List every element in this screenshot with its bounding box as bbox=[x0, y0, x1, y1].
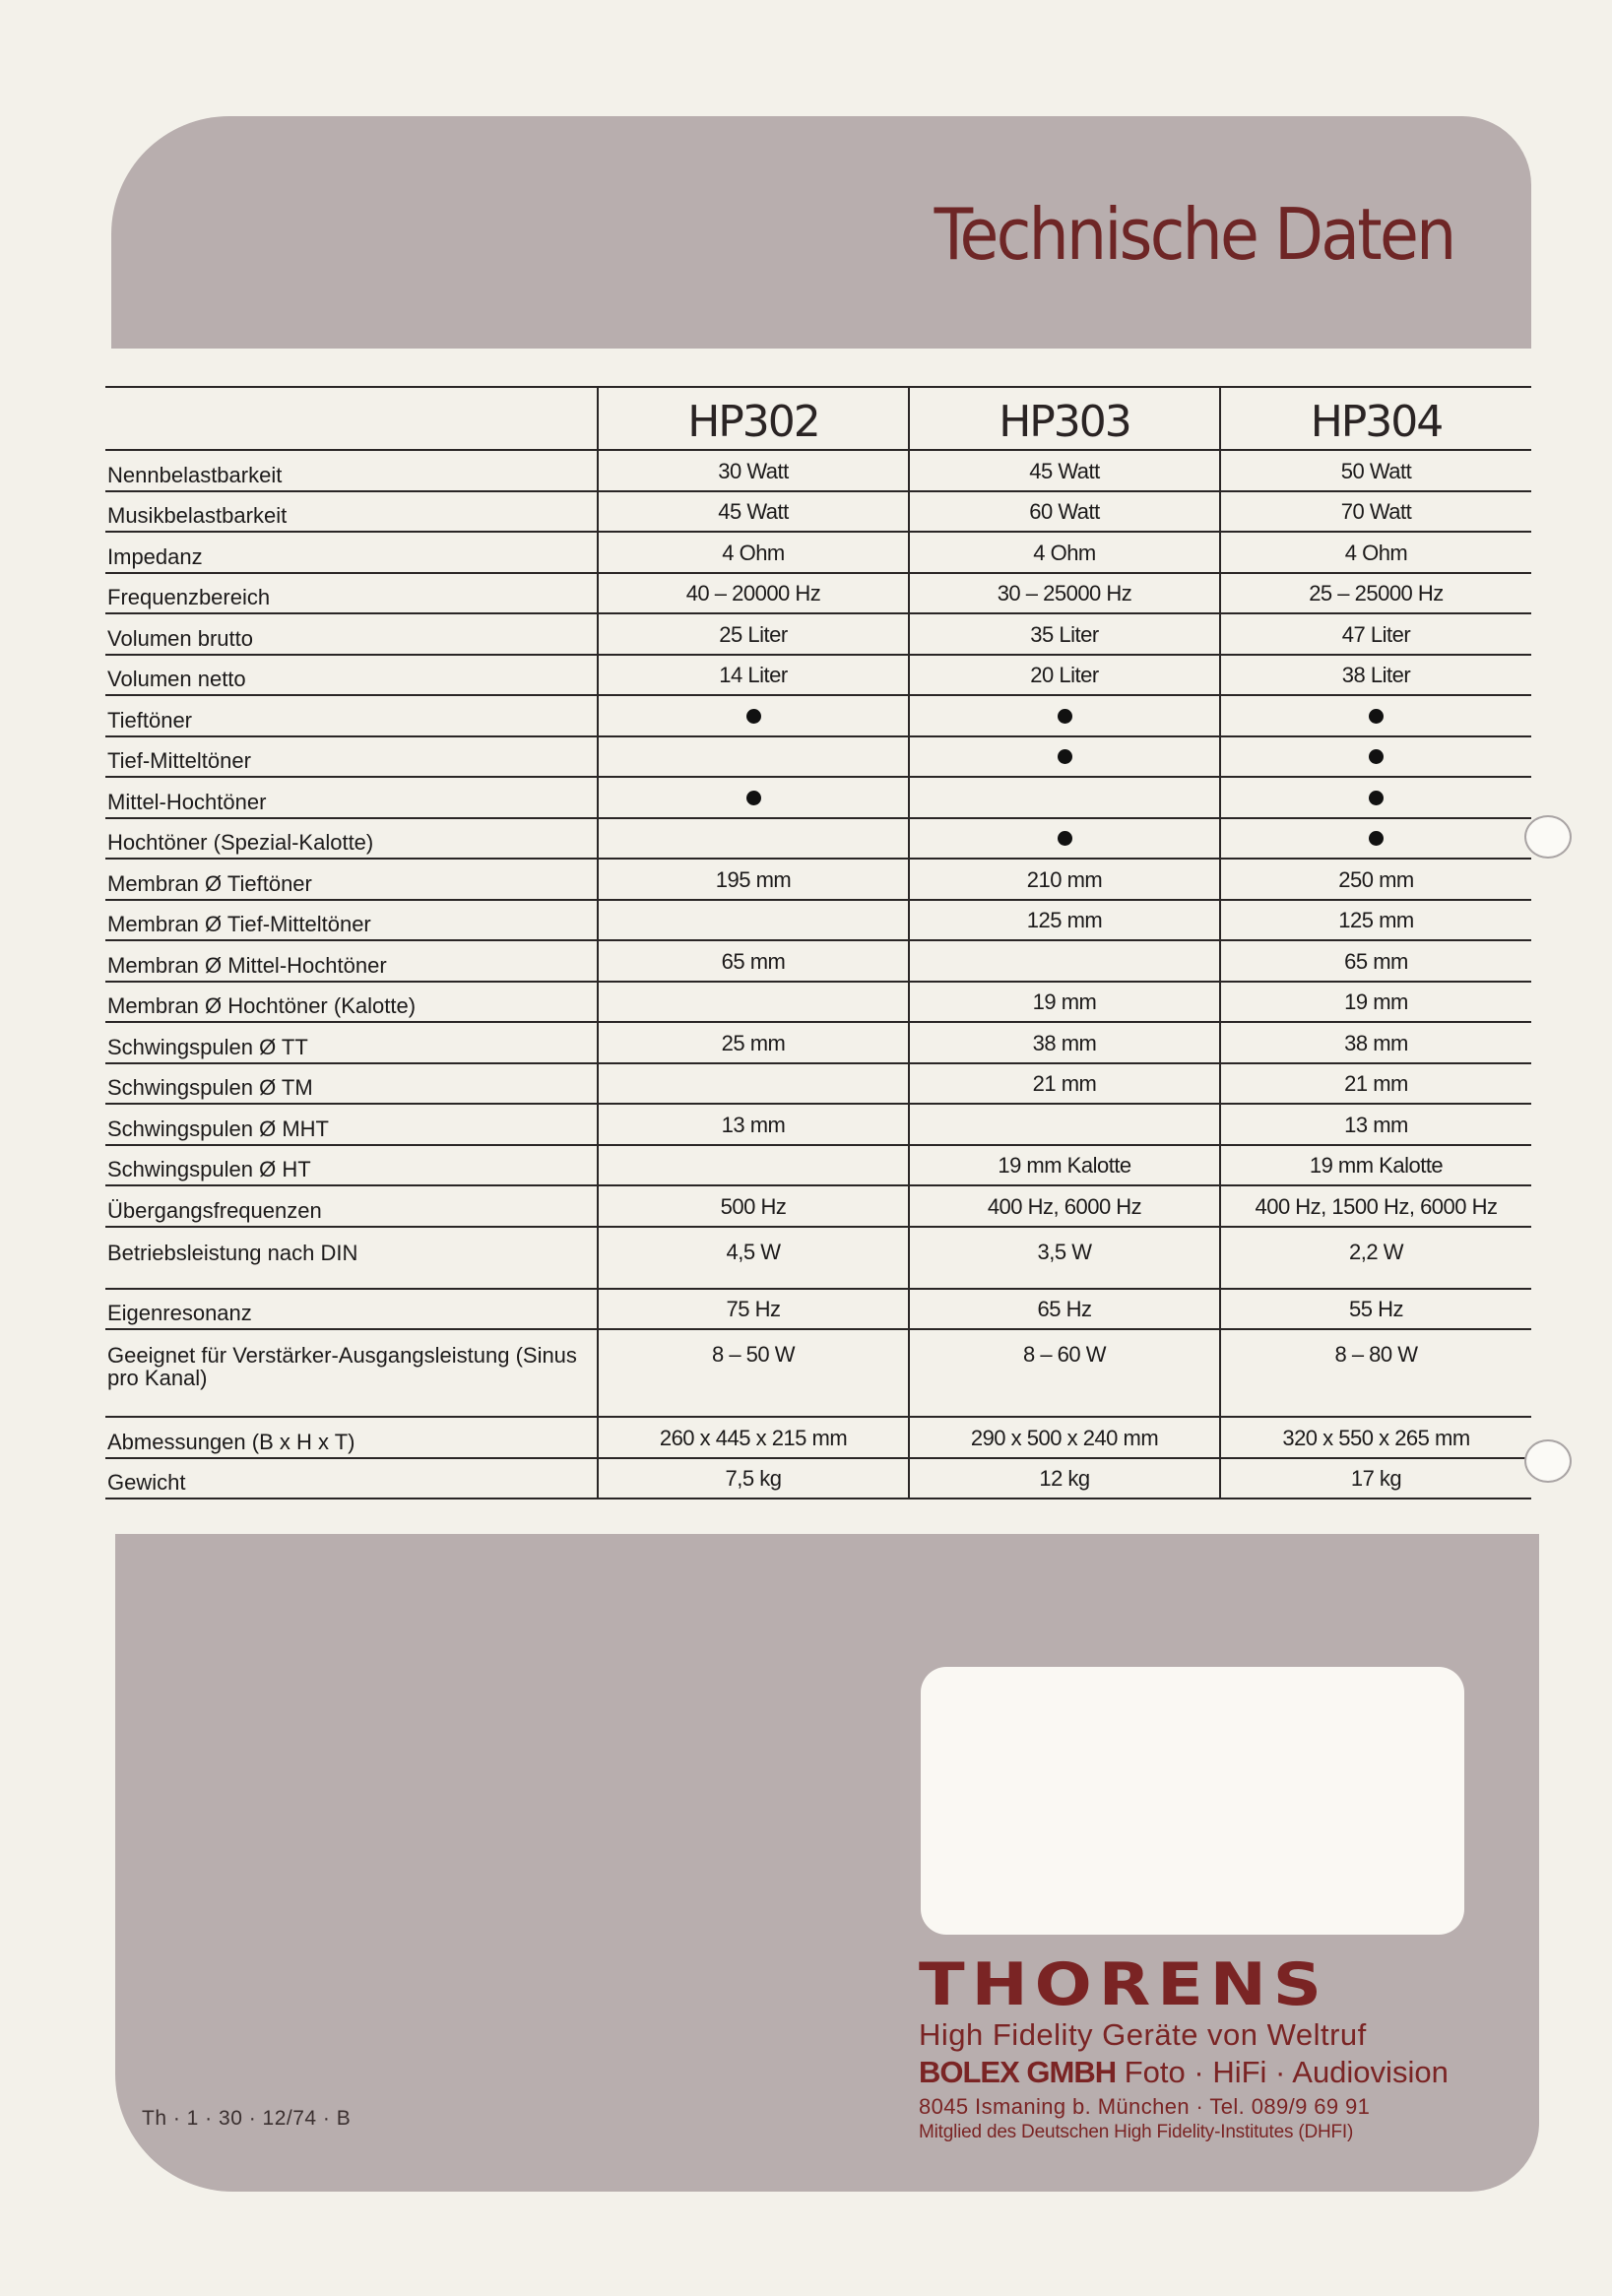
spec-value: 12 kg bbox=[909, 1458, 1220, 1499]
spec-value: 19 mm Kalotte bbox=[1220, 1145, 1531, 1186]
model-header-row bbox=[105, 387, 1531, 450]
spec-value: 50 Watt bbox=[1220, 450, 1531, 491]
bullet-dot-icon bbox=[1369, 791, 1384, 805]
company-name: BOLEX GMBH bbox=[919, 2055, 1117, 2089]
punch-hole bbox=[1524, 1439, 1572, 1483]
spec-label: Membran Ø Tief-Mitteltöner bbox=[105, 900, 598, 941]
spec-row bbox=[105, 1289, 1531, 1330]
spec-row bbox=[105, 655, 1531, 696]
spec-value: 19 mm Kalotte bbox=[909, 1145, 1220, 1186]
spec-value: 45 Watt bbox=[909, 450, 1220, 491]
spec-label: Gewicht bbox=[105, 1458, 598, 1499]
bullet-dot-icon bbox=[1369, 709, 1384, 724]
spec-value bbox=[598, 1063, 909, 1105]
spec-value: 210 mm bbox=[909, 859, 1220, 900]
spec-value: 65 mm bbox=[598, 940, 909, 982]
spec-label: Eigenresonanz bbox=[105, 1289, 598, 1330]
spec-label: Frequenzbereich bbox=[105, 573, 598, 614]
company-address: 8045 Ismaning b. München · Tel. 089/9 69 91 bbox=[919, 2094, 1371, 2119]
footer-panel bbox=[115, 1534, 1539, 2192]
spec-label: Übergangsfrequenzen bbox=[105, 1185, 598, 1227]
company-line bbox=[919, 2055, 1470, 2090]
spec-value: 38 mm bbox=[909, 1022, 1220, 1063]
spec-row bbox=[105, 1458, 1531, 1499]
spec-row bbox=[105, 777, 1531, 818]
spec-label: Schwingspulen Ø TT bbox=[105, 1022, 598, 1063]
spec-value: 400 Hz, 1500 Hz, 6000 Hz bbox=[1220, 1185, 1531, 1227]
spec-value: 70 Watt bbox=[1220, 491, 1531, 533]
spec-value: 45 Watt bbox=[598, 491, 909, 533]
spec-value: 2,2 W bbox=[1220, 1227, 1531, 1289]
bullet-dot-icon bbox=[1058, 749, 1072, 764]
thorens-logo: THORENS bbox=[919, 1950, 1328, 2019]
spec-row bbox=[105, 1185, 1531, 1227]
spec-row bbox=[105, 736, 1531, 778]
spec-value: 30 – 25000 Hz bbox=[909, 573, 1220, 614]
spec-value: 4 Ohm bbox=[1220, 532, 1531, 573]
spec-value: 25 Liter bbox=[598, 613, 909, 655]
spec-dot-cell bbox=[598, 818, 909, 860]
spec-row bbox=[105, 940, 1531, 982]
spec-row bbox=[105, 1022, 1531, 1063]
spec-label: Membran Ø Tieftöner bbox=[105, 859, 598, 900]
spec-value: 17 kg bbox=[1220, 1458, 1531, 1499]
model-header: HP302 bbox=[598, 387, 909, 450]
spec-value: 40 – 20000 Hz bbox=[598, 573, 909, 614]
spec-value bbox=[598, 1145, 909, 1186]
spec-value: 125 mm bbox=[1220, 900, 1531, 941]
header-blank-cell bbox=[105, 387, 598, 450]
spec-value: 14 Liter bbox=[598, 655, 909, 696]
spec-dot-cell bbox=[909, 736, 1220, 778]
spec-label: Tief-Mitteltöner bbox=[105, 736, 598, 778]
spec-value: 25 – 25000 Hz bbox=[1220, 573, 1531, 614]
spec-dot-cell bbox=[598, 736, 909, 778]
spec-label: Schwingspulen Ø HT bbox=[105, 1145, 598, 1186]
spec-value: 38 mm bbox=[1220, 1022, 1531, 1063]
spec-value bbox=[598, 900, 909, 941]
spec-value: 21 mm bbox=[1220, 1063, 1531, 1105]
spec-row bbox=[105, 695, 1531, 736]
spec-value: 250 mm bbox=[1220, 859, 1531, 900]
spec-value: 65 Hz bbox=[909, 1289, 1220, 1330]
spec-value: 4 Ohm bbox=[598, 532, 909, 573]
punch-hole bbox=[1524, 815, 1572, 859]
brand-block bbox=[919, 1950, 1470, 2143]
spec-label: Betriebsleistung nach DIN bbox=[105, 1227, 598, 1289]
spec-label: Musikbelastbarkeit bbox=[105, 491, 598, 533]
spec-value: 8 – 80 W bbox=[1220, 1329, 1531, 1417]
bullet-dot-icon bbox=[1058, 831, 1072, 846]
spec-dot-cell bbox=[1220, 736, 1531, 778]
spec-dot-cell bbox=[909, 777, 1220, 818]
spec-label: Impedanz bbox=[105, 532, 598, 573]
spec-value: 13 mm bbox=[1220, 1104, 1531, 1145]
spec-dot-cell bbox=[1220, 818, 1531, 860]
spec-value: 500 Hz bbox=[598, 1185, 909, 1227]
spec-value: 65 mm bbox=[1220, 940, 1531, 982]
spec-row bbox=[105, 450, 1531, 491]
spec-label: Membran Ø Hochtöner (Kalotte) bbox=[105, 982, 598, 1023]
spec-value: 3,5 W bbox=[909, 1227, 1220, 1289]
spec-value: 260 x 445 x 215 mm bbox=[598, 1417, 909, 1458]
spec-value: 4,5 W bbox=[598, 1227, 909, 1289]
spec-value: 13 mm bbox=[598, 1104, 909, 1145]
spec-label: Nennbelastbarkeit bbox=[105, 450, 598, 491]
spec-value: 4 Ohm bbox=[909, 532, 1220, 573]
spec-dot-cell bbox=[909, 695, 1220, 736]
model-header: HP303 bbox=[909, 387, 1220, 450]
spec-value: 195 mm bbox=[598, 859, 909, 900]
spec-value: 47 Liter bbox=[1220, 613, 1531, 655]
spec-label: Hochtöner (Spezial-Kalotte) bbox=[105, 818, 598, 860]
spec-value bbox=[598, 982, 909, 1023]
spec-row bbox=[105, 573, 1531, 614]
spec-row bbox=[105, 1329, 1531, 1417]
spec-value: 125 mm bbox=[909, 900, 1220, 941]
spec-label: Membran Ø Mittel-Hochtöner bbox=[105, 940, 598, 982]
spec-row bbox=[105, 1104, 1531, 1145]
bullet-dot-icon bbox=[1058, 709, 1072, 724]
spec-row bbox=[105, 1145, 1531, 1186]
spec-row bbox=[105, 818, 1531, 860]
spec-row bbox=[105, 982, 1531, 1023]
document-code: Th · 1 · 30 · 12/74 · B bbox=[142, 2107, 352, 2130]
bullet-dot-icon bbox=[1369, 831, 1384, 846]
spec-value: 30 Watt bbox=[598, 450, 909, 491]
bullet-dot-icon bbox=[746, 791, 761, 805]
spec-table bbox=[105, 386, 1531, 1499]
brand-tagline: High Fidelity Geräte von Weltruf bbox=[919, 2017, 1367, 2052]
spec-value: 25 mm bbox=[598, 1022, 909, 1063]
spec-value: 55 Hz bbox=[1220, 1289, 1531, 1330]
spec-row bbox=[105, 1227, 1531, 1289]
spec-dot-cell bbox=[598, 695, 909, 736]
address-window bbox=[921, 1667, 1464, 1935]
bullet-dot-icon bbox=[746, 709, 761, 724]
spec-row bbox=[105, 491, 1531, 533]
spec-row bbox=[105, 900, 1531, 941]
model-header: HP304 bbox=[1220, 387, 1531, 450]
spec-label: Geeignet für Verstärker-Ausgangsleistung (Sinus pro Kanal) bbox=[105, 1329, 598, 1417]
spec-label: Abmessungen (B x H x T) bbox=[105, 1417, 598, 1458]
spec-dot-cell bbox=[909, 818, 1220, 860]
spec-value: 8 – 60 W bbox=[909, 1329, 1220, 1417]
spec-value: 8 – 50 W bbox=[598, 1329, 909, 1417]
spec-label: Volumen brutto bbox=[105, 613, 598, 655]
spec-row bbox=[105, 1417, 1531, 1458]
header-panel bbox=[111, 116, 1531, 349]
bullet-dot-icon bbox=[1369, 749, 1384, 764]
spec-row bbox=[105, 532, 1531, 573]
spec-value: 20 Liter bbox=[909, 655, 1220, 696]
spec-value bbox=[909, 940, 1220, 982]
spec-row bbox=[105, 859, 1531, 900]
spec-value: 19 mm bbox=[1220, 982, 1531, 1023]
spec-value: 60 Watt bbox=[909, 491, 1220, 533]
spec-row bbox=[105, 1063, 1531, 1105]
spec-label: Schwingspulen Ø MHT bbox=[105, 1104, 598, 1145]
spec-value: 7,5 kg bbox=[598, 1458, 909, 1499]
spec-label: Mittel-Hochtöner bbox=[105, 777, 598, 818]
company-business: Foto · HiFi · Audiovision bbox=[1124, 2055, 1449, 2089]
spec-label: Schwingspulen Ø TM bbox=[105, 1063, 598, 1105]
spec-value: 400 Hz, 6000 Hz bbox=[909, 1185, 1220, 1227]
spec-label: Volumen netto bbox=[105, 655, 598, 696]
page-title: Technische Daten bbox=[935, 193, 1454, 276]
spec-value: 320 x 550 x 265 mm bbox=[1220, 1417, 1531, 1458]
spec-value: 19 mm bbox=[909, 982, 1220, 1023]
spec-label: Tieftöner bbox=[105, 695, 598, 736]
spec-dot-cell bbox=[1220, 695, 1531, 736]
spec-dot-cell bbox=[598, 777, 909, 818]
spec-value: 75 Hz bbox=[598, 1289, 909, 1330]
spec-dot-cell bbox=[1220, 777, 1531, 818]
spec-value: 21 mm bbox=[909, 1063, 1220, 1105]
spec-value: 35 Liter bbox=[909, 613, 1220, 655]
membership-note: Mitglied des Deutschen High Fidelity-Institutes (DHFI) bbox=[919, 2122, 1354, 2142]
spec-value: 290 x 500 x 240 mm bbox=[909, 1417, 1220, 1458]
spec-value: 38 Liter bbox=[1220, 655, 1531, 696]
spec-value bbox=[909, 1104, 1220, 1145]
spec-row bbox=[105, 613, 1531, 655]
